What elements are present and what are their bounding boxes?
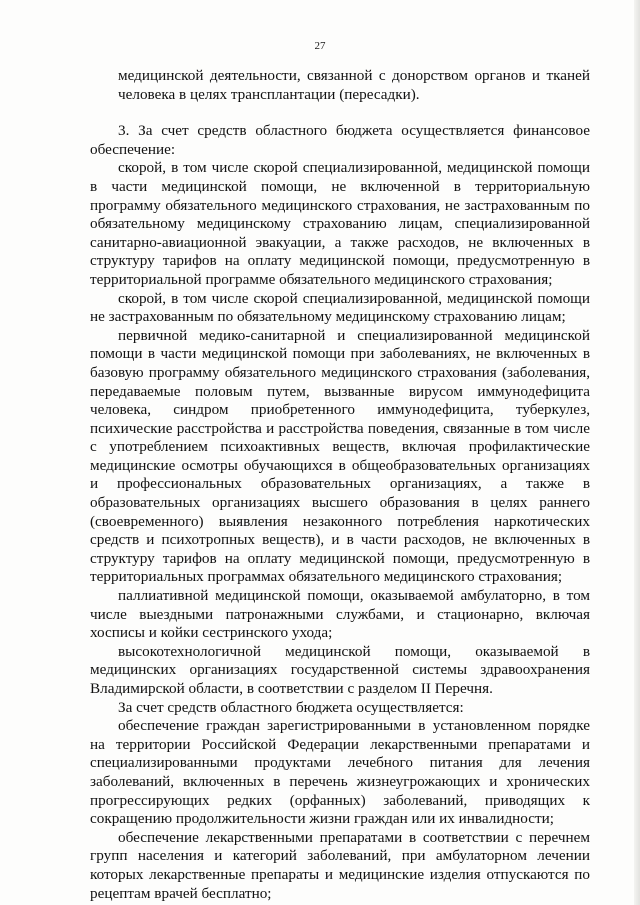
paragraph-regional-budget-heading: За счет средств областного бюджета осуществляется: (118, 698, 464, 716)
paragraph-emergency-uninsured: скорой, в том числе скорой специализированной, медицинской помощи не застрахованным по обязательному медицинскому страхованию лицам; (90, 289, 590, 326)
paragraph-emergency-care: скорой, в том числе скорой специализированной, медицинской помощи в части медицинской помощи, не включенной в территориальную программу обязательного медицинского страхования, не застрахованным по обязательному медицинскому страхованию лицам, специализированной санитарно-авиационной эвакуации, а также расходов, не включенных в структуру тарифов на оплату медицинской помощи, предусмотренную в территориальной программе обязательного медицинского страхования; (90, 159, 590, 288)
paragraph-prescription-drugs: обеспечение лекарственными препаратами в соответствии с перечнем групп населения и категорий заболеваний, при амбулаторном лечении которых лекарственные препараты и медицинские изделия отпускаются по рецептам врачей бесплатно; (90, 828, 590, 902)
paragraph-palliative-care: паллиативной медицинской помощи, оказываемой амбулаторно, в том числе выездными патронажными службами, и стационарно, включая хосписы и койки сестринского ухода; (90, 587, 590, 642)
page-number: 27 (314, 40, 326, 52)
paragraph-primary-care: первичной медико-санитарной и специализированной медицинской помощи в части медицинской помощи при заболеваниях, не включенных в базовую программу обязательного медицинского страхования (заболевания, передаваемые половым путем, вызванные вирусом иммунодефицита человека, синдром приобретенного иммунодефицита, туберкулез, психические расстройства и расстройства поведения, связанные в том числе с употреблением психоактивных веществ, включая профилактические медицинские осмотры обучающихся в общеобразовательных организациях и профессиональных образовательных организациях, а также в образовательных организациях высшего образования в целях раннего (своевременного) выявления незаконного потребления наркотических средств и психотропных веществ), и в части расходов, не включенных в структуру тарифов на оплату медицинской помощи, предусмотренную в территориальных программах обязательного медицинского страхования; (90, 326, 590, 586)
paragraph-continuation: медицинской деятельности, связанной с донорством органов и тканей человека в целях трансплантации (пересадки). (118, 67, 590, 103)
paragraph-high-tech-care: высокотехнологичной медицинской помощи, оказываемой в медицинских организациях государственной системы здравоохранения Владимирской области, в соответствии с разделом II Перечня. (90, 642, 590, 697)
scan-edge-shadow (634, 0, 640, 905)
document-body (90, 67, 590, 903)
paragraph-section-3: 3. За счет средств областного бюджета осуществляется финансовое обеспечение: (90, 122, 590, 158)
paragraph-rare-diseases: обеспечение граждан зарегистрированными в установленном порядке на территории Российской Федерации лекарственными препаратами и специализированными продуктами лечебного питания для лечения заболеваний, включенных в перечень жизнеугрожающих и хронических прогрессирующих редких (орфанных) заболеваний, приводящих к сокращению продолжительности жизни граждан или их инвалидности; (90, 717, 590, 828)
